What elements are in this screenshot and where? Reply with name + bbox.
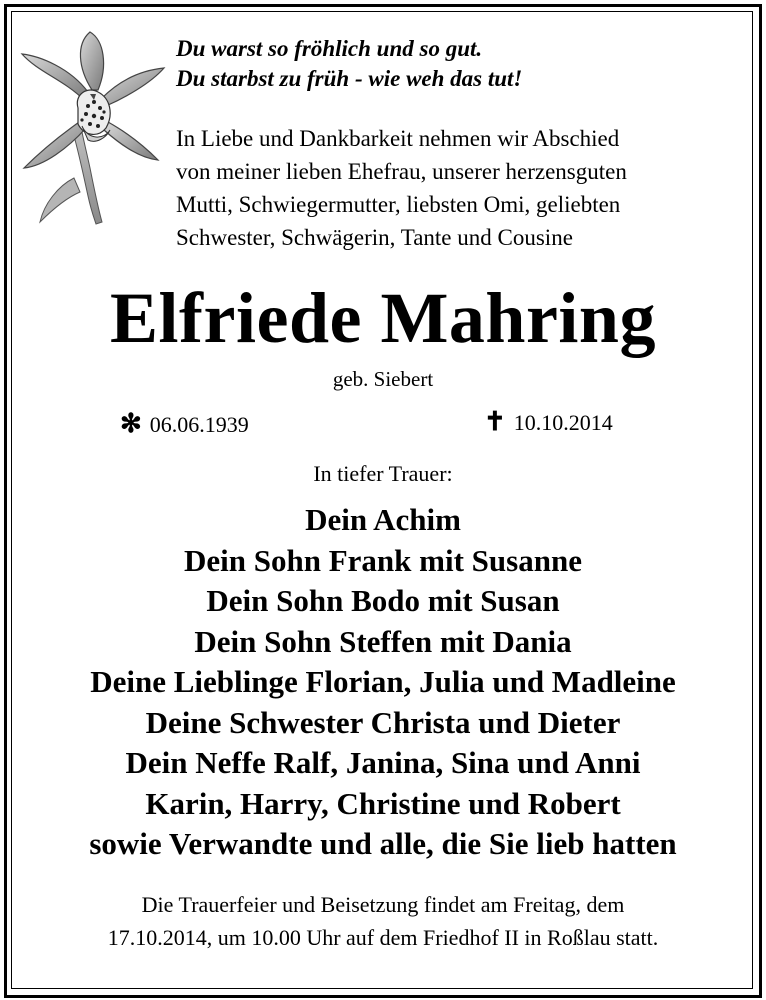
mourner-line: sowie Verwandte und alle, die Sie lieb hatten xyxy=(89,826,677,861)
intro-line: In Liebe und Dankbarkeit nehmen wir Abschied xyxy=(176,126,620,151)
mourner-line: Deine Schwester Christa und Dieter xyxy=(145,704,621,740)
birth-star-icon: ✻ xyxy=(120,409,142,438)
funeral-notice xyxy=(0,888,766,954)
intro-line: Mutti, Schwiegermutter, liebsten Omi, geliebten xyxy=(176,192,621,217)
deceased-name: Elfriede Mahring xyxy=(110,278,656,358)
mourners-list xyxy=(0,500,766,865)
intro-line: von meiner lieben Ehefrau, unserer herzensguten xyxy=(176,159,627,184)
mourning-heading: In tiefer Trauer: xyxy=(313,461,453,486)
mourner-line: Dein Achim xyxy=(305,502,461,537)
mourner-line: Karin, Harry, Christine und Robert xyxy=(145,785,621,821)
mourner-line: Dein Sohn Bodo mit Susan xyxy=(206,583,560,618)
motto xyxy=(176,34,736,94)
orchid-icon xyxy=(18,28,168,228)
intro-text xyxy=(176,122,736,254)
motto-line-2: Du starbst zu früh - wie weh das tut! xyxy=(176,66,523,91)
funeral-line-2: 17.10.2014, um 10.00 Uhr auf dem Friedhof II in Roßlau statt. xyxy=(107,925,659,950)
mourner-line: Dein Sohn Steffen mit Dania xyxy=(194,623,572,659)
motto-line-1: Du warst so fröhlich und so gut. xyxy=(176,36,483,61)
birth-date: 06.06.1939 xyxy=(149,412,249,437)
mourner-line: Dein Sohn Frank mit Susanne xyxy=(184,542,582,578)
birth-date-row xyxy=(120,410,249,439)
mourner-line: Dein Neffe Ralf, Janina, Sina und Anni xyxy=(125,745,641,780)
death-cross-icon: ✝ xyxy=(484,407,506,436)
death-date: 10.10.2014 xyxy=(513,410,613,435)
funeral-line-1: Die Trauerfeier und Beisetzung findet am Freitag, dem xyxy=(141,892,625,917)
maiden-name: geb. Siebert xyxy=(332,367,434,391)
mourner-line: Deine Lieblinge Florian, Julia und Madleine xyxy=(90,664,676,699)
intro-line: Schwester, Schwägerin, Tante und Cousine xyxy=(176,225,573,250)
death-date-row xyxy=(484,408,613,437)
